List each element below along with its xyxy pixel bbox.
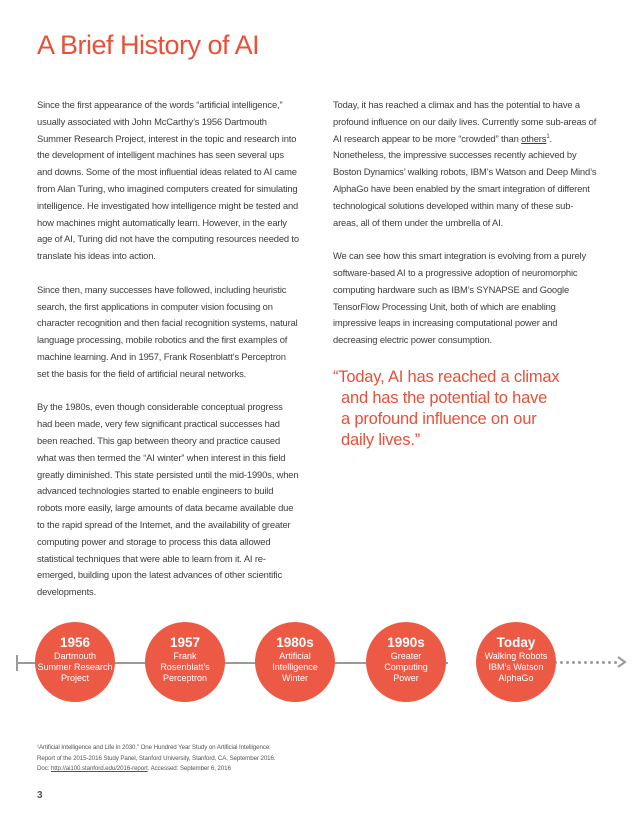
right-column — [333, 97, 598, 366]
left-paragraph-1: Since the first appearance of the words “artificial intelligence,” usually associated with John McCarthy’s 1956 Dartmouth Summer Research Project, interest in the topic and research into the development of intelligent machines has seen several ups and downs. Some of the most influential ideas related to AI came from Alan Turing, who imagined computers created for simulating intelligence. He investigated how intelligence might be tested and how machines might automatically learn. However, in the early age of AI, Turing did not have the computing resources needed to translate his ideas into action. — [37, 99, 299, 262]
chevron-right-icon — [616, 656, 628, 668]
right-paragraph-1-text-a: Today, it has reached a climax and has the potential to have a profound influence on our daily lives. Currently some sub-areas of AI research appear to be more “crowded” than — [333, 99, 597, 144]
milestone-label: Walking Robots IBM’s Watson AlphaGo — [484, 651, 548, 683]
footnote — [37, 743, 367, 775]
timeline-milestone-1957 — [145, 622, 225, 702]
milestone-year: 1956 — [59, 635, 91, 650]
left-paragraph-2: Since then, many successes have followed, including heuristic search, the first applications in computer vision focusing on character recognition and then facial recognition systems, natural language processing, mobile robotics and the first examples of machine learning. And in 1957, Frank Rosenblatt’s Perceptron set the basis for the field of artificial neural networks. — [37, 283, 298, 379]
timeline-dot — [578, 661, 581, 664]
timeline-milestone-today — [476, 622, 556, 702]
timeline-milestone-1956 — [35, 622, 115, 702]
timeline-dot — [608, 661, 611, 664]
footnote-ref: 1 — [546, 133, 550, 140]
timeline-dot — [566, 661, 569, 664]
pull-quote-line-4: daily lives.” — [341, 431, 421, 449]
left-paragraph-3: By the 1980s, even though considerable conceptual progress had been made, very few significant practical successes had been reached. This gap between theory and practice caused what was then termed the “AI winter” when interest in this field greatly diminished. This state persisted until the mid-1990s, when advanced technologies started to enable engineers to build robots more easily, large amounts of data became available due to the rapid spread of the Internet, and the availability of greater computing power and storage to process this data allowed statistical techniques that were able to learn from it. AI re-emerged, building upon the latest advances of other scientific developments. — [37, 401, 299, 598]
right-paragraph-1-text-b: . Nonetheless, the impressive successes recently achieved by Boston Dynamics’ walking robots, IBM’s Watson and Deep Mind’s AlphaGo have been enabled by the smart integration of different technological solutions developed within many of these sub-areas, all of them under the umbrella of AI. — [333, 132, 597, 228]
page-number: 3 — [37, 790, 43, 801]
pull-quote-line-2: and has the potential to have — [341, 389, 548, 407]
milestone-label: Frank Rosenblatt’s Perceptron — [160, 651, 210, 683]
right-paragraph-1 — [333, 97, 598, 231]
pull-quote-line-1: “Today, AI has reached a climax — [333, 368, 560, 386]
page-title: A Brief History of AI — [37, 30, 260, 60]
timeline-milestone-1990s — [366, 622, 446, 702]
footnote-line-1: ¹Artificial Intelligence and Life in 2030.” One Hundred Year Study on Artificial Intelligence: — [37, 744, 271, 751]
timeline-dot — [572, 661, 575, 664]
footnote-doc-prefix: Doc: — [37, 765, 51, 772]
timeline-dot — [596, 661, 599, 664]
milestone-label: Dartmouth Summer Research Project — [37, 651, 113, 683]
right-paragraph-2: We can see how this smart integration is evolving from a purely software-based AI to a progressive adoption of neuromorphic computing hardware such as IBM’s SYNAPSE and Google TensorFlow Processing Unit, both of which are enabling impressive leaps in increasing computational power and decreasing electric power consumption. — [333, 250, 586, 346]
others-link[interactable]: others — [521, 132, 547, 144]
timeline-milestone-1980s — [255, 622, 335, 702]
left-column — [37, 97, 299, 618]
timeline-dot — [560, 661, 563, 664]
milestone-year: 1957 — [169, 635, 201, 650]
milestone-year: 1990s — [387, 635, 425, 650]
timeline-dotted-extension — [548, 657, 618, 667]
pull-quote-line-3: a profound influence on our — [341, 410, 537, 428]
footnote-line-3 — [37, 764, 367, 775]
timeline-dot — [584, 661, 587, 664]
timeline-dot — [590, 661, 593, 664]
milestone-year: 1980s — [276, 635, 314, 650]
footnote-accessed: . Accessed: September 6, 2016 — [147, 765, 231, 772]
milestone-year: Today — [496, 635, 536, 650]
milestone-label: Greater Computing Power — [384, 651, 428, 683]
report-link[interactable]: http://ai100.stanford.edu/2016-report — [50, 765, 148, 772]
pull-quote — [333, 367, 593, 451]
timeline-dot — [602, 661, 605, 664]
footnote-line-2: Report of the 2015-2016 Study Panel, Stanford University, Stanford, CA, September 2016. — [37, 754, 276, 762]
milestone-label: Artificial Intelligence Winter — [272, 651, 318, 683]
